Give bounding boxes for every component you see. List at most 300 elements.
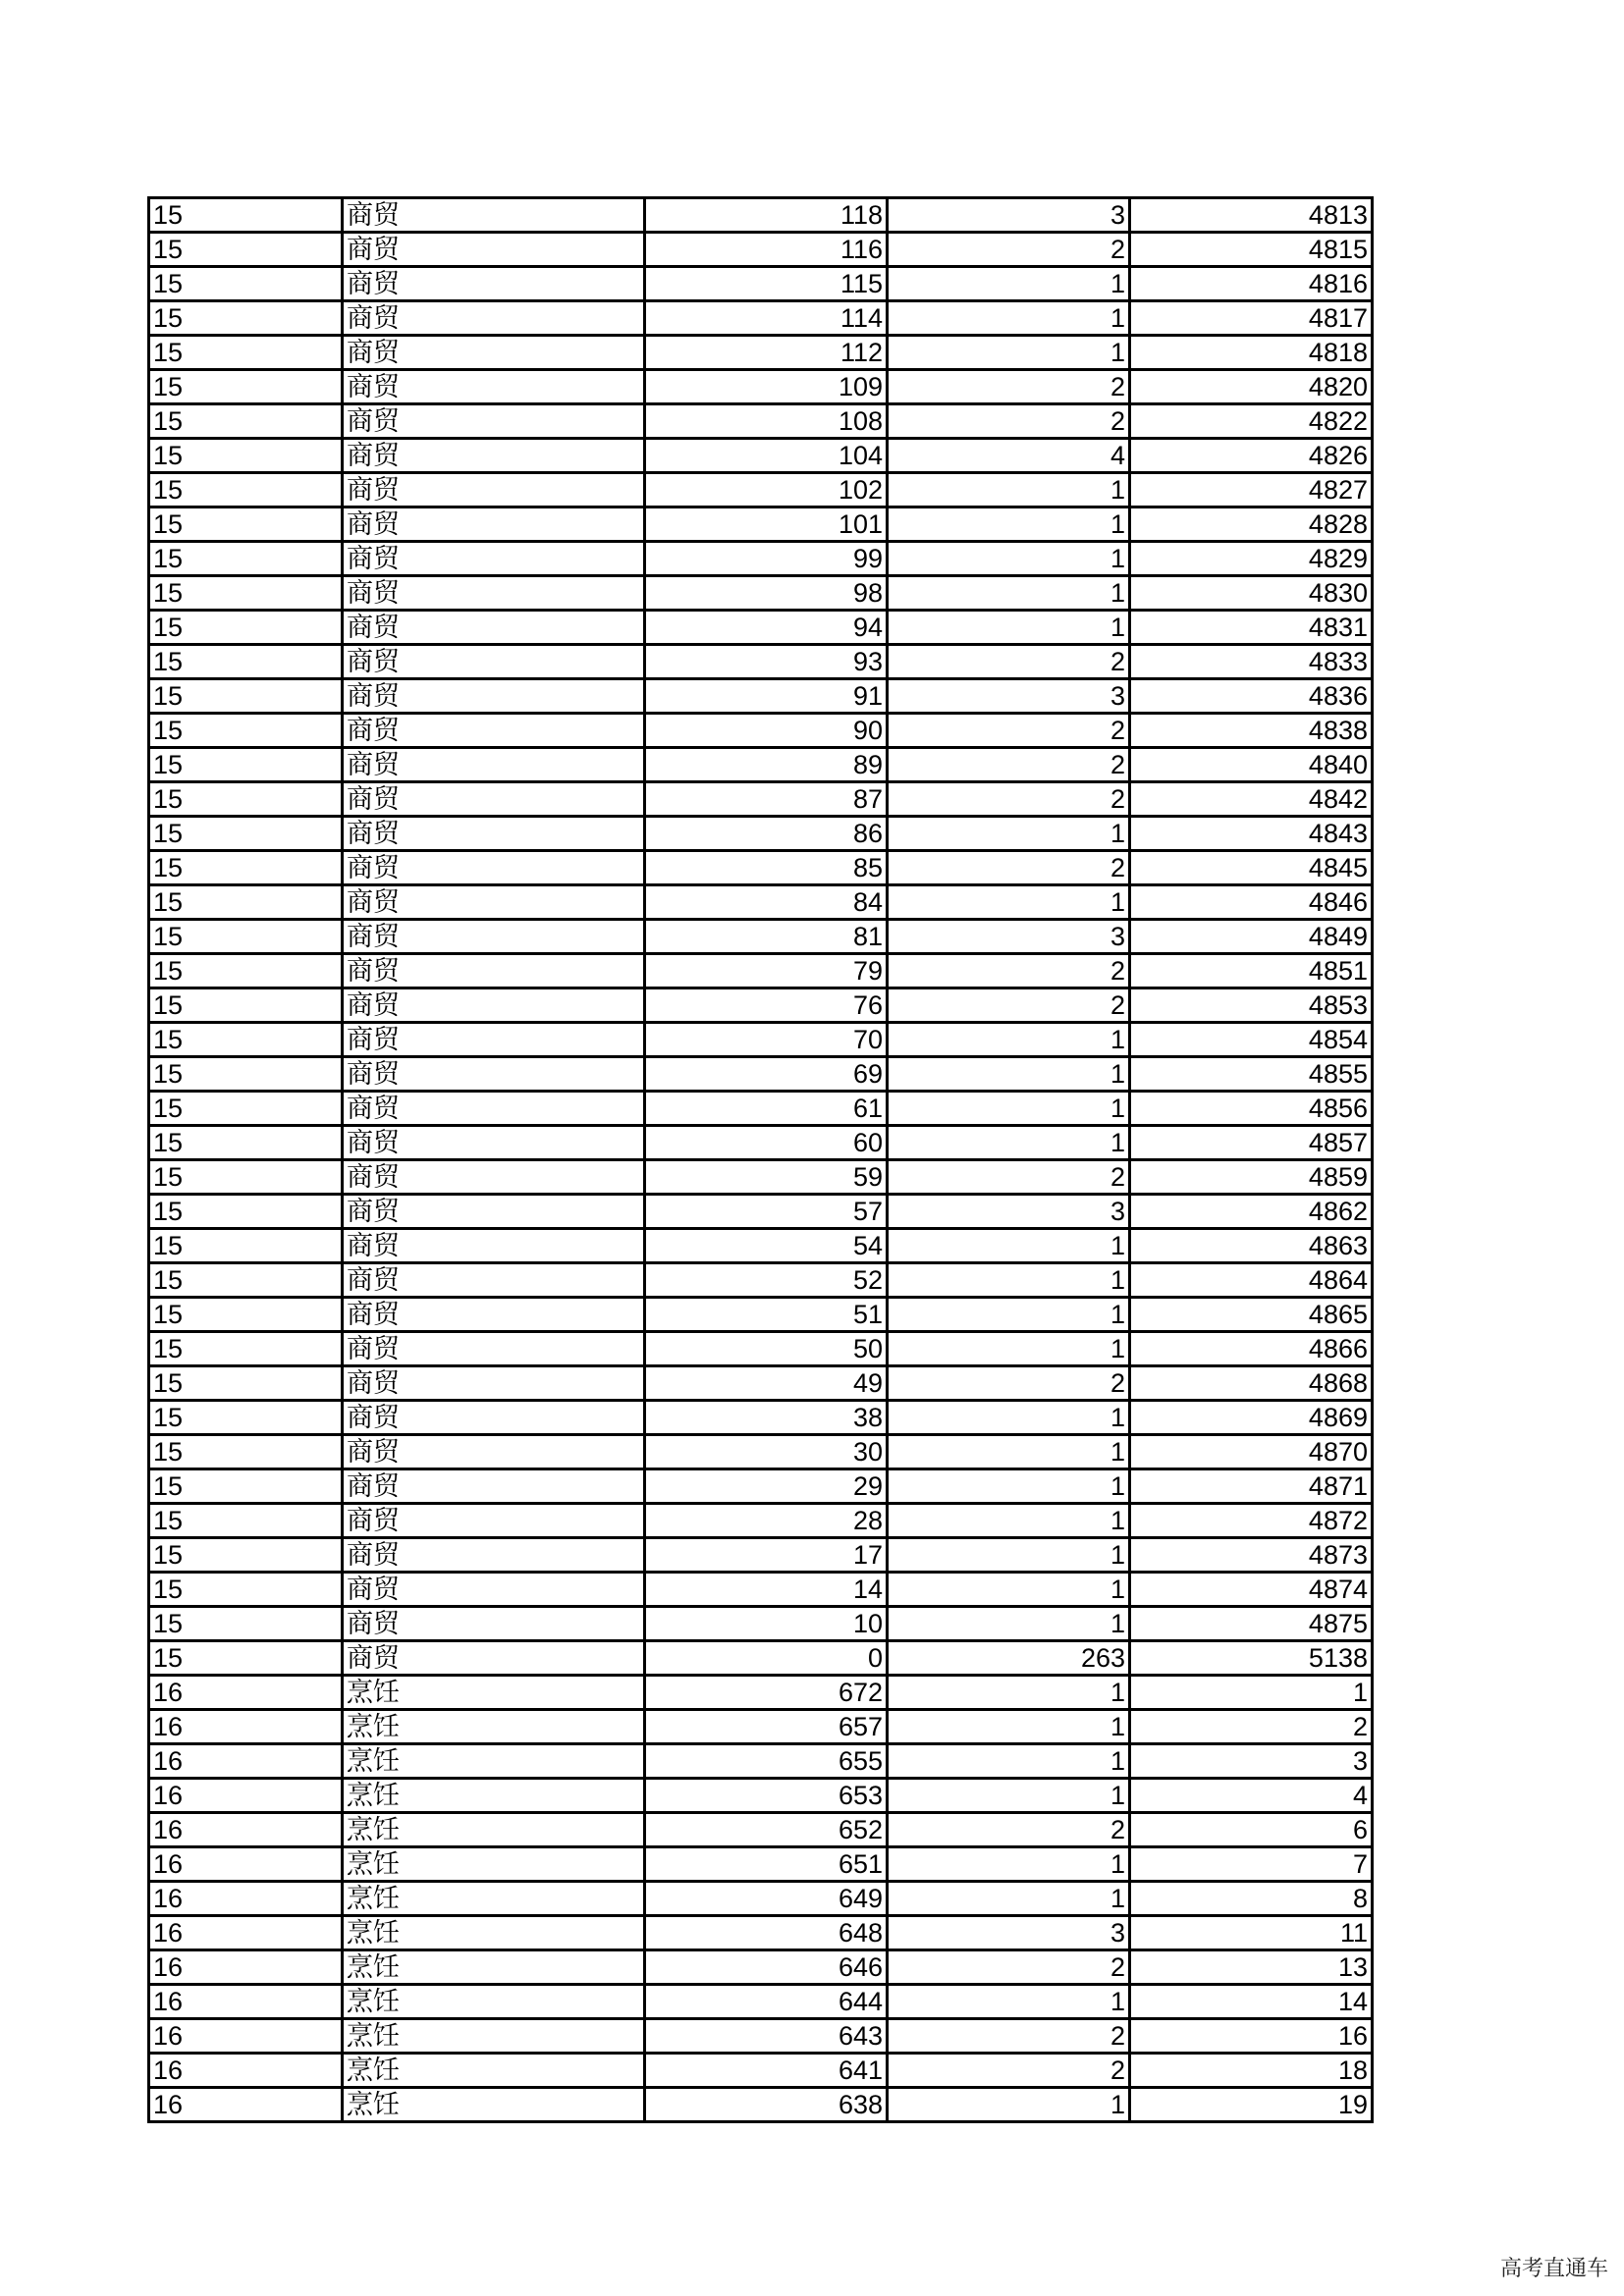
group-code-cell: 15 [149,920,343,954]
count-cell: 4 [888,439,1130,473]
cumulative-cell: 4813 [1130,198,1373,233]
table-row [149,1160,1373,1195]
table-row [149,507,1373,542]
count-cell: 2 [888,782,1130,817]
cumulative-cell: 4836 [1130,679,1373,714]
group-code-cell: 15 [149,370,343,404]
table-row [149,851,1373,885]
table-row [149,1092,1373,1126]
major-name-cell: 商贸 [343,233,645,267]
count-cell: 1 [888,1607,1130,1641]
score-cell: 638 [645,2088,888,2122]
group-code-cell: 15 [149,1332,343,1366]
table-row [149,1641,1373,1676]
group-code-cell: 15 [149,817,343,851]
table-row [149,1779,1373,1813]
count-cell: 1 [888,1298,1130,1332]
major-name-cell: 商贸 [343,1332,645,1366]
table-row [149,1126,1373,1160]
count-cell: 1 [888,1469,1130,1504]
major-name-cell: 商贸 [343,1092,645,1126]
major-name-cell: 商贸 [343,885,645,920]
cumulative-cell: 4866 [1130,1332,1373,1366]
cumulative-cell: 4875 [1130,1607,1373,1641]
table-row [149,404,1373,439]
major-name-cell: 商贸 [343,1160,645,1195]
score-cell: 657 [645,1710,888,1744]
score-cell: 28 [645,1504,888,1538]
count-cell: 2 [888,233,1130,267]
score-cell: 50 [645,1332,888,1366]
major-name-cell: 商贸 [343,370,645,404]
table-row [149,817,1373,851]
count-cell: 1 [888,507,1130,542]
group-code-cell: 15 [149,954,343,988]
count-cell: 1 [888,1504,1130,1538]
table-row [149,370,1373,404]
score-cell: 49 [645,1366,888,1401]
score-cell: 644 [645,1985,888,2019]
count-cell: 1 [888,267,1130,301]
cumulative-cell: 4849 [1130,920,1373,954]
cumulative-cell: 4862 [1130,1195,1373,1229]
cumulative-cell: 5138 [1130,1641,1373,1676]
score-cell: 90 [645,714,888,748]
group-code-cell: 15 [149,1092,343,1126]
score-cell: 115 [645,267,888,301]
score-cell: 118 [645,198,888,233]
cumulative-cell: 7 [1130,1847,1373,1882]
cumulative-cell: 4827 [1130,473,1373,507]
group-code-cell: 16 [149,1710,343,1744]
table-row [149,1916,1373,1950]
major-name-cell: 商贸 [343,1057,645,1092]
cumulative-cell: 8 [1130,1882,1373,1916]
cumulative-cell: 3 [1130,1744,1373,1779]
cumulative-cell: 2 [1130,1710,1373,1744]
score-cell: 70 [645,1023,888,1057]
group-code-cell: 15 [149,336,343,370]
major-name-cell: 商贸 [343,267,645,301]
count-cell: 1 [888,2088,1130,2122]
table-row [149,1057,1373,1092]
table-row [149,1332,1373,1366]
cumulative-cell: 4872 [1130,1504,1373,1538]
group-code-cell: 15 [149,198,343,233]
cumulative-cell: 4830 [1130,576,1373,611]
major-name-cell: 商贸 [343,1504,645,1538]
group-code-cell: 15 [149,885,343,920]
major-name-cell: 商贸 [343,542,645,576]
group-code-cell: 15 [149,1263,343,1298]
count-cell: 2 [888,2054,1130,2088]
major-name-cell: 商贸 [343,507,645,542]
cumulative-cell: 4855 [1130,1057,1373,1092]
major-name-cell: 商贸 [343,1298,645,1332]
group-code-cell: 15 [149,404,343,439]
score-cell: 30 [645,1435,888,1469]
table-row [149,1229,1373,1263]
cumulative-cell: 11 [1130,1916,1373,1950]
score-cell: 101 [645,507,888,542]
score-cell: 85 [645,851,888,885]
group-code-cell: 15 [149,1641,343,1676]
cumulative-cell: 4820 [1130,370,1373,404]
major-name-cell: 商贸 [343,1435,645,1469]
major-name-cell: 商贸 [343,301,645,336]
score-cell: 99 [645,542,888,576]
count-cell: 2 [888,714,1130,748]
cumulative-cell: 4826 [1130,439,1373,473]
score-cell: 79 [645,954,888,988]
cumulative-cell: 4857 [1130,1126,1373,1160]
group-code-cell: 15 [149,1229,343,1263]
table-row [149,1298,1373,1332]
table-row [149,1366,1373,1401]
count-cell: 2 [888,404,1130,439]
count-cell: 2 [888,954,1130,988]
count-cell: 3 [888,920,1130,954]
watermark-text: 高考直通车 [1499,2257,1608,2281]
score-cell: 643 [645,2019,888,2054]
score-cell: 14 [645,1573,888,1607]
group-code-cell: 15 [149,782,343,817]
group-code-cell: 16 [149,2054,343,2088]
count-cell: 1 [888,1263,1130,1298]
major-name-cell: 烹饪 [343,1950,645,1985]
score-cell: 81 [645,920,888,954]
table-row [149,611,1373,645]
table-row [149,1676,1373,1710]
group-code-cell: 16 [149,1779,343,1813]
cumulative-cell: 4851 [1130,954,1373,988]
count-cell: 3 [888,1916,1130,1950]
count-cell: 2 [888,748,1130,782]
count-cell: 1 [888,817,1130,851]
score-cell: 116 [645,233,888,267]
count-cell: 2 [888,1366,1130,1401]
count-cell: 1 [888,1710,1130,1744]
table-row [149,1435,1373,1469]
major-name-cell: 商贸 [343,439,645,473]
table-row [149,645,1373,679]
table-row [149,920,1373,954]
group-code-cell: 16 [149,1985,343,2019]
count-cell: 1 [888,1126,1130,1160]
cumulative-cell: 6 [1130,1813,1373,1847]
major-name-cell: 烹饪 [343,2019,645,2054]
major-name-cell: 商贸 [343,714,645,748]
major-name-cell: 商贸 [343,1607,645,1641]
table-row [149,2054,1373,2088]
score-cell: 91 [645,679,888,714]
major-name-cell: 商贸 [343,817,645,851]
count-cell: 1 [888,1092,1130,1126]
cumulative-cell: 18 [1130,2054,1373,2088]
major-name-cell: 烹饪 [343,1882,645,1916]
group-code-cell: 16 [149,2019,343,2054]
table-row [149,1263,1373,1298]
score-cell: 672 [645,1676,888,1710]
score-cell: 653 [645,1779,888,1813]
score-cell: 641 [645,2054,888,2088]
count-cell: 1 [888,1744,1130,1779]
score-cell: 89 [645,748,888,782]
major-name-cell: 商贸 [343,1366,645,1401]
major-name-cell: 商贸 [343,1469,645,1504]
table-row [149,954,1373,988]
group-code-cell: 15 [149,988,343,1023]
group-code-cell: 15 [149,645,343,679]
count-cell: 3 [888,198,1130,233]
group-code-cell: 16 [149,1882,343,1916]
score-cell: 29 [645,1469,888,1504]
score-cell: 57 [645,1195,888,1229]
group-code-cell: 15 [149,542,343,576]
count-cell: 1 [888,1435,1130,1469]
count-cell: 1 [888,576,1130,611]
major-name-cell: 烹饪 [343,1744,645,1779]
count-cell: 2 [888,1160,1130,1195]
table-row [149,1195,1373,1229]
cumulative-cell: 4865 [1130,1298,1373,1332]
group-code-cell: 15 [149,748,343,782]
cumulative-cell: 4842 [1130,782,1373,817]
cumulative-cell: 19 [1130,2088,1373,2122]
major-name-cell: 烹饪 [343,1985,645,2019]
major-name-cell: 烹饪 [343,2054,645,2088]
group-code-cell: 15 [149,267,343,301]
major-name-cell: 商贸 [343,679,645,714]
group-code-cell: 15 [149,507,343,542]
group-code-cell: 15 [149,301,343,336]
table-row [149,714,1373,748]
table-row [149,1573,1373,1607]
table-row [149,1023,1373,1057]
score-cell: 648 [645,1916,888,1950]
cumulative-cell: 4874 [1130,1573,1373,1607]
table-row [149,1401,1373,1435]
score-cell: 646 [645,1950,888,1985]
score-cell: 84 [645,885,888,920]
score-cell: 104 [645,439,888,473]
group-code-cell: 16 [149,2088,343,2122]
major-name-cell: 商贸 [343,1023,645,1057]
group-code-cell: 15 [149,611,343,645]
count-cell: 2 [888,1950,1130,1985]
score-cell: 94 [645,611,888,645]
score-cell: 114 [645,301,888,336]
group-code-cell: 15 [149,1057,343,1092]
group-code-cell: 15 [149,439,343,473]
group-code-cell: 15 [149,1607,343,1641]
major-name-cell: 商贸 [343,1229,645,1263]
cumulative-cell: 4869 [1130,1401,1373,1435]
score-cell: 17 [645,1538,888,1573]
group-code-cell: 15 [149,576,343,611]
table-row [149,1847,1373,1882]
group-code-cell: 15 [149,1366,343,1401]
major-name-cell: 烹饪 [343,2088,645,2122]
score-cell: 38 [645,1401,888,1435]
count-cell: 1 [888,1676,1130,1710]
table-row [149,885,1373,920]
score-cell: 10 [645,1607,888,1641]
table-row [149,748,1373,782]
major-name-cell: 烹饪 [343,1710,645,1744]
major-name-cell: 商贸 [343,1195,645,1229]
table-row [149,988,1373,1023]
major-name-cell: 商贸 [343,851,645,885]
table-row [149,1504,1373,1538]
cumulative-cell: 4817 [1130,301,1373,336]
cumulative-cell: 14 [1130,1985,1373,2019]
table-row [149,1538,1373,1573]
major-name-cell: 商贸 [343,1573,645,1607]
cumulative-cell: 13 [1130,1950,1373,1985]
major-name-cell: 商贸 [343,1263,645,1298]
cumulative-cell: 4818 [1130,336,1373,370]
count-cell: 2 [888,851,1130,885]
major-name-cell: 烹饪 [343,1676,645,1710]
table-row [149,1985,1373,2019]
group-code-cell: 16 [149,1950,343,1985]
count-cell: 1 [888,542,1130,576]
table-row [149,1607,1373,1641]
score-cell: 87 [645,782,888,817]
group-code-cell: 15 [149,679,343,714]
group-code-cell: 15 [149,1195,343,1229]
count-cell: 1 [888,1847,1130,1882]
score-cell: 54 [645,1229,888,1263]
major-name-cell: 商贸 [343,748,645,782]
cumulative-cell: 4833 [1130,645,1373,679]
score-table-body [149,198,1373,2122]
major-name-cell: 商贸 [343,336,645,370]
cumulative-cell: 4843 [1130,817,1373,851]
table-row [149,782,1373,817]
count-cell: 3 [888,679,1130,714]
score-cell: 76 [645,988,888,1023]
major-name-cell: 商贸 [343,1126,645,1160]
cumulative-cell: 4828 [1130,507,1373,542]
table-row [149,1469,1373,1504]
group-code-cell: 15 [149,714,343,748]
group-code-cell: 15 [149,473,343,507]
group-code-cell: 15 [149,851,343,885]
count-cell: 1 [888,1229,1130,1263]
count-cell: 1 [888,1573,1130,1607]
major-name-cell: 烹饪 [343,1916,645,1950]
major-name-cell: 商贸 [343,473,645,507]
cumulative-cell: 4815 [1130,233,1373,267]
major-name-cell: 商贸 [343,988,645,1023]
count-cell: 2 [888,370,1130,404]
cumulative-cell: 4864 [1130,1263,1373,1298]
score-cell: 93 [645,645,888,679]
cumulative-cell: 4 [1130,1779,1373,1813]
group-code-cell: 15 [149,1160,343,1195]
count-cell: 1 [888,1057,1130,1092]
score-cell: 649 [645,1882,888,1916]
table-row [149,301,1373,336]
count-cell: 2 [888,988,1130,1023]
group-code-cell: 16 [149,1916,343,1950]
count-cell: 1 [888,473,1130,507]
count-cell: 1 [888,611,1130,645]
cumulative-cell: 4856 [1130,1092,1373,1126]
major-name-cell: 商贸 [343,576,645,611]
count-cell: 1 [888,1779,1130,1813]
table-row [149,1950,1373,1985]
count-cell: 1 [888,885,1130,920]
group-code-cell: 15 [149,1469,343,1504]
cumulative-cell: 4840 [1130,748,1373,782]
table-row [149,1813,1373,1847]
score-cell: 0 [645,1641,888,1676]
table-row [149,336,1373,370]
score-cell: 655 [645,1744,888,1779]
score-cell: 60 [645,1126,888,1160]
score-cell: 61 [645,1092,888,1126]
group-code-cell: 16 [149,1676,343,1710]
major-name-cell: 商贸 [343,1538,645,1573]
score-cell: 86 [645,817,888,851]
count-cell: 2 [888,2019,1130,2054]
table-row [149,2088,1373,2122]
group-code-cell: 15 [149,1435,343,1469]
score-cell: 652 [645,1813,888,1847]
major-name-cell: 商贸 [343,645,645,679]
cumulative-cell: 4838 [1130,714,1373,748]
table-row [149,267,1373,301]
table-row [149,233,1373,267]
major-name-cell: 烹饪 [343,1779,645,1813]
count-cell: 1 [888,336,1130,370]
cumulative-cell: 4859 [1130,1160,1373,1195]
major-name-cell: 商贸 [343,1641,645,1676]
score-cell: 109 [645,370,888,404]
major-name-cell: 商贸 [343,1401,645,1435]
cumulative-cell: 4816 [1130,267,1373,301]
table-row [149,2019,1373,2054]
score-cell: 59 [645,1160,888,1195]
table-row [149,542,1373,576]
cumulative-cell: 4870 [1130,1435,1373,1469]
major-name-cell: 烹饪 [343,1847,645,1882]
cumulative-cell: 4853 [1130,988,1373,1023]
group-code-cell: 15 [149,233,343,267]
count-cell: 1 [888,1882,1130,1916]
major-name-cell: 商贸 [343,954,645,988]
cumulative-cell: 4845 [1130,851,1373,885]
group-code-cell: 15 [149,1538,343,1573]
count-cell: 1 [888,301,1130,336]
group-code-cell: 16 [149,1744,343,1779]
score-cell: 98 [645,576,888,611]
count-cell: 1 [888,1023,1130,1057]
table-row [149,1882,1373,1916]
count-cell: 1 [888,1985,1130,2019]
group-code-cell: 15 [149,1573,343,1607]
score-cell: 52 [645,1263,888,1298]
score-cell: 51 [645,1298,888,1332]
table-row [149,576,1373,611]
score-cell: 69 [645,1057,888,1092]
group-code-cell: 16 [149,1813,343,1847]
major-name-cell: 商贸 [343,611,645,645]
score-table [147,196,1374,2123]
